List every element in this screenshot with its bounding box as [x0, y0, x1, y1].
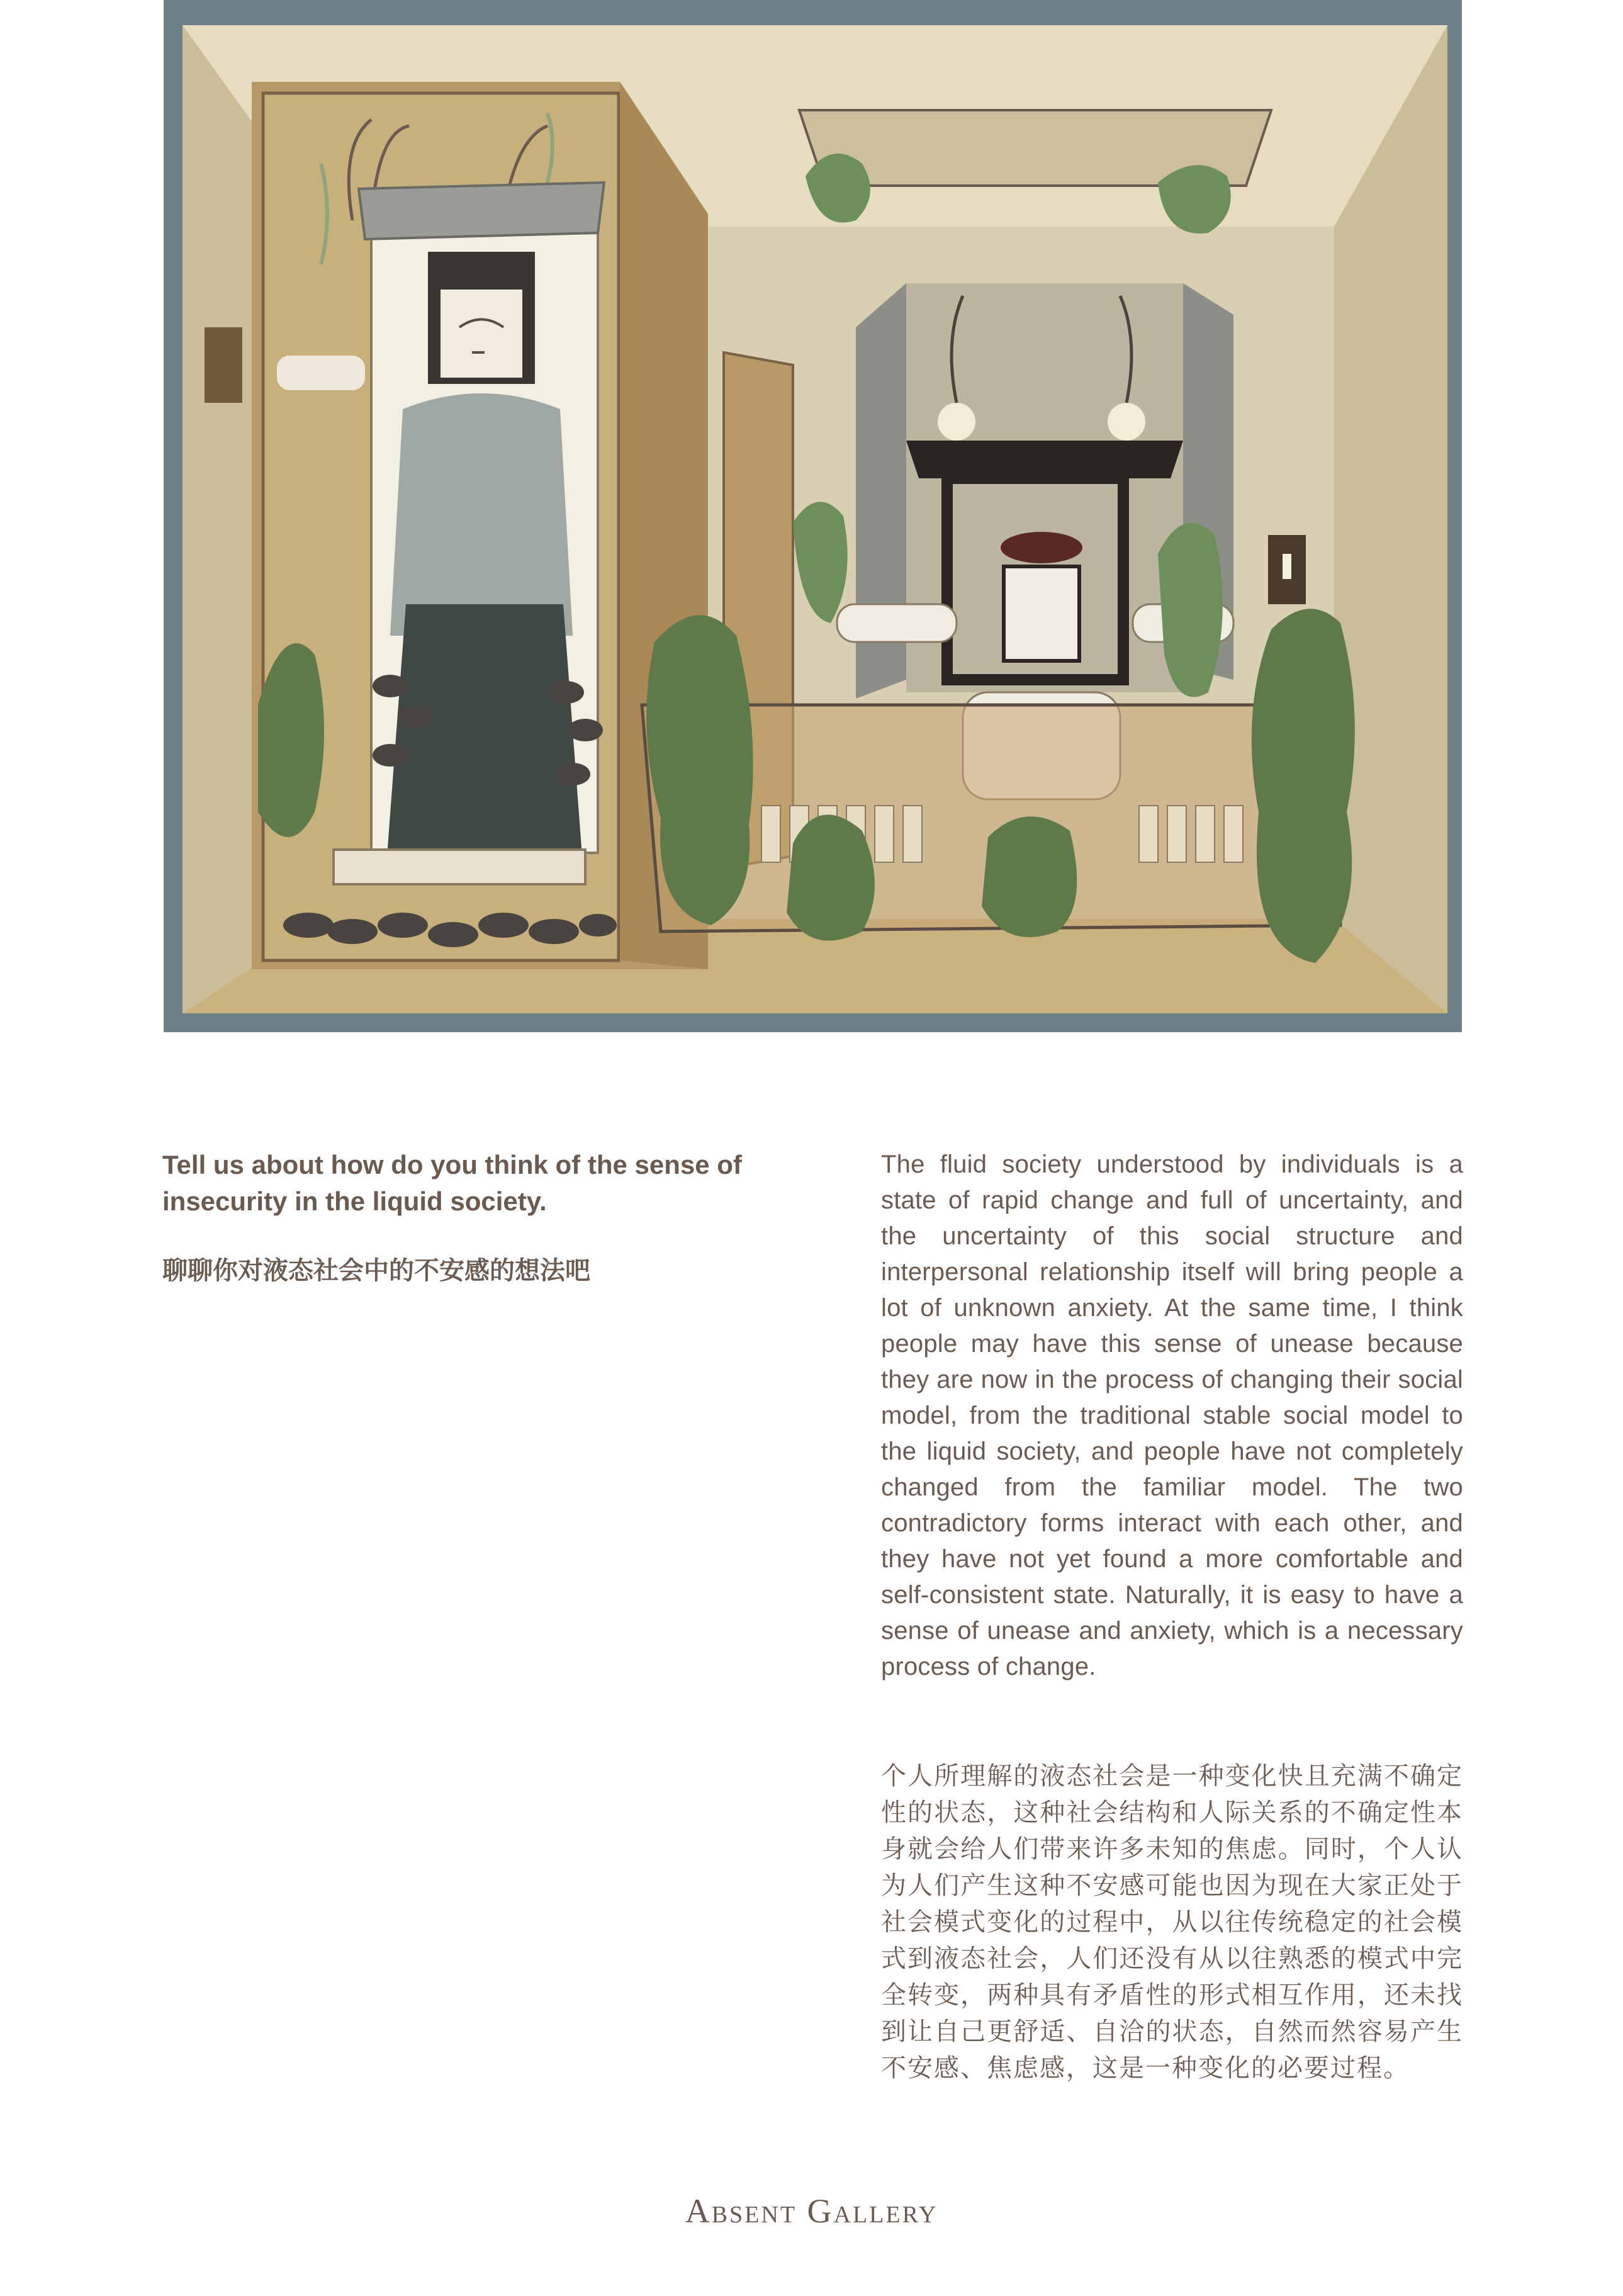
figure-skirt — [387, 604, 582, 856]
arm-holding-candle — [277, 356, 365, 390]
answer-chinese: 个人所理解的液态社会是一种变化快且充满不确定性的状态，这种社会结构和人际关系的不确定性本身就会给人们带来许多未知的焦虑。同时，个人认为人们产生这种不安感可能也因为现在大家正处于社会模式变化的过程中，从以往传统稳定的社会模式到液态社会，人们还没有从以往熟悉的模式中完全转变，两种具有矛盾性的形式相互作用，还未找到让自己更舒适、自洽的状态，自然而然容易产生不安感、焦虑感，这是一种变化的必要过程。 — [881, 1762, 1463, 2082]
booth-roof — [359, 183, 604, 239]
painting-illustration — [164, 0, 1462, 1032]
question-chinese: 聊聊你对液态社会中的不安感的想法吧 — [162, 1257, 590, 1285]
artwork-painting — [164, 0, 1462, 1032]
box-head-face — [441, 290, 522, 378]
wall-lamp — [205, 327, 242, 403]
bowl — [1001, 532, 1082, 563]
candle-left — [406, 318, 415, 356]
answer-english: The fluid society understood by individuals is a state of rapid change and full of uncertainty, and the uncertainty of this social structure and interpersonal relationship itself will bring people a lot of unknown anxiety. At the same time, I think people may have this sense of unease because they are now in the process of changing their social model, from the traditional stable social model to the liquid society, and people have not completely changed from the familiar model. The two contradictory forms interact with each other, and they have not yet found a more comfortable and self-consistent state. Naturally, it is easy to have a sense of unease and anxiety, which is a necessary process of change. — [881, 1151, 1463, 1680]
interview-question — [162, 1147, 767, 1289]
vase-left — [938, 403, 975, 441]
vase-right — [1108, 403, 1145, 441]
interview-answer — [881, 1147, 1463, 2086]
figure-robe — [390, 393, 573, 636]
gallery-logo-text: Absent Gallery — [685, 2192, 938, 2230]
scholar-rock-2 — [787, 814, 875, 940]
candle-right — [1283, 554, 1291, 579]
booth-base — [334, 850, 585, 884]
question-english: Tell us about how do you think of the sense of insecurity in the liquid society. — [162, 1150, 742, 1216]
scholar-rock-3 — [982, 816, 1077, 937]
scholar-rock-4 — [1252, 609, 1355, 963]
box-face-right — [1004, 566, 1079, 661]
